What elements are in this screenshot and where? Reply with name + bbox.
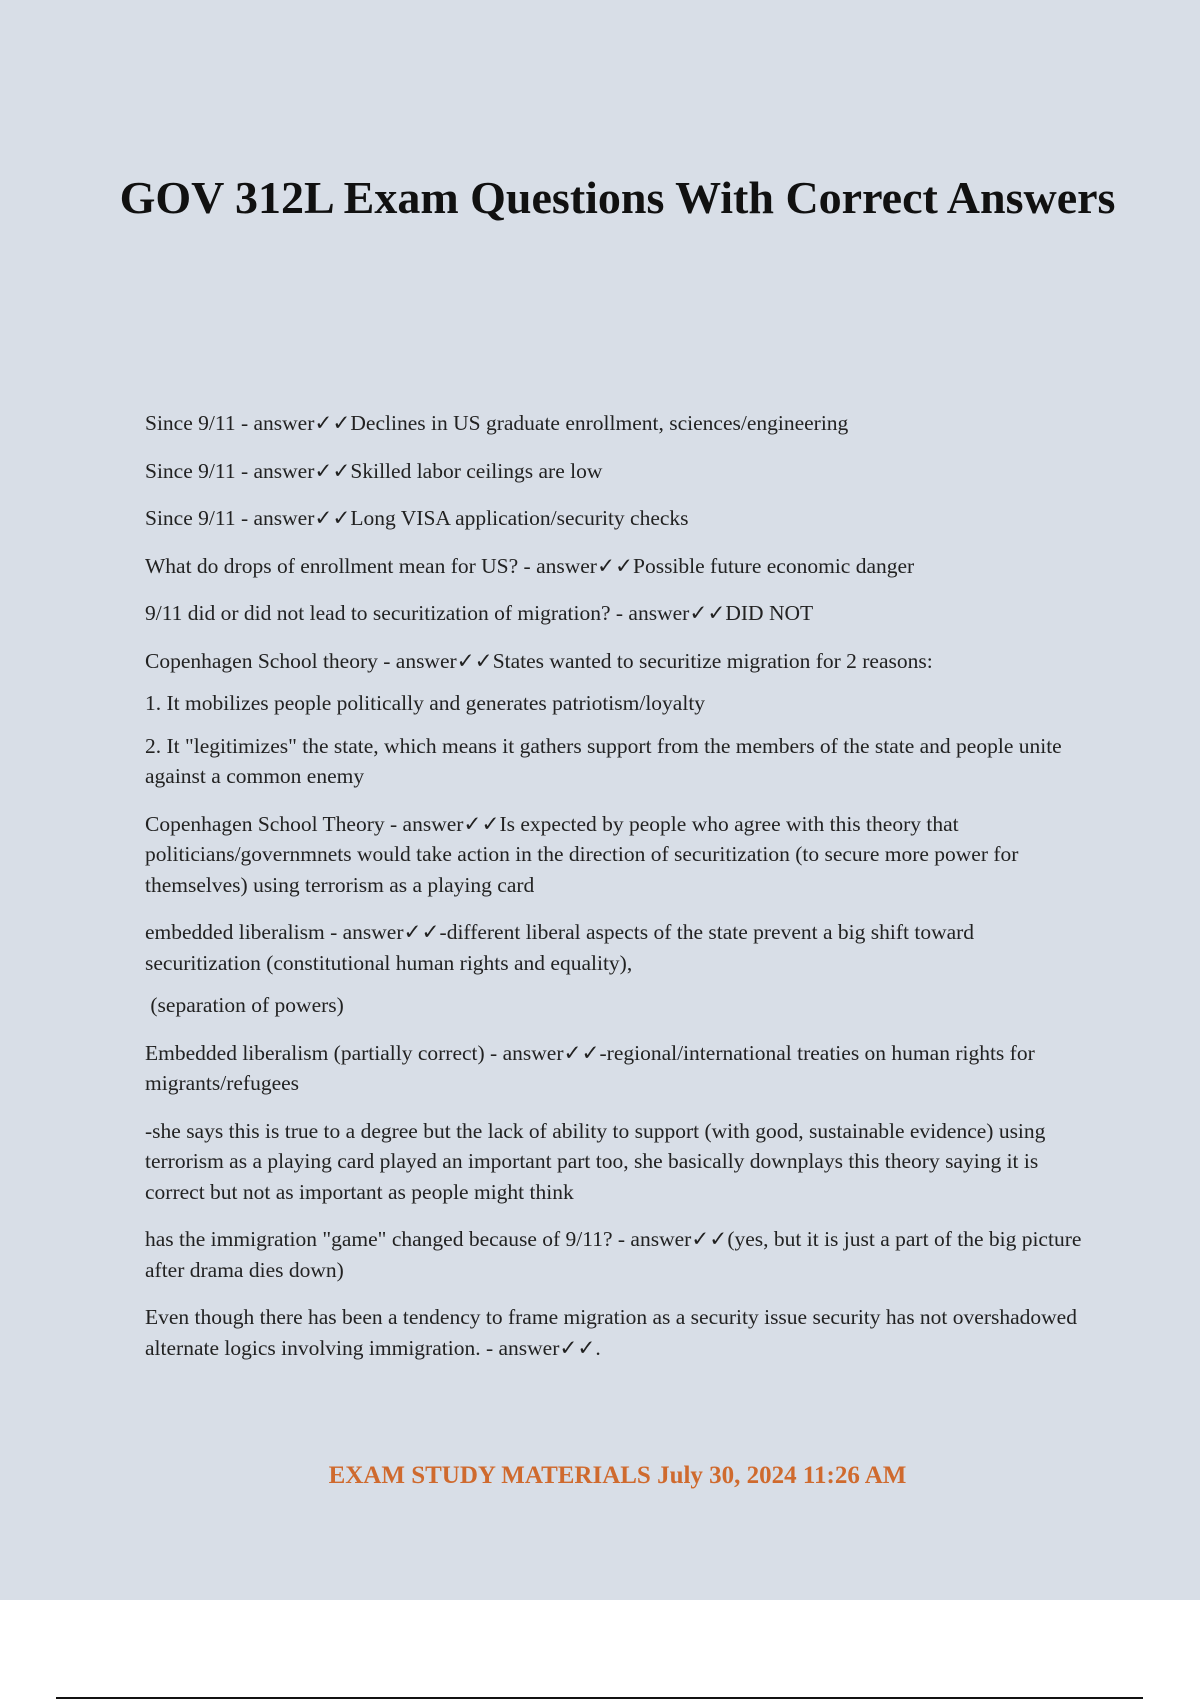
- qa-paragraph-5: 9/11 did or did not lead to securitization of migration? - answer✓✓DID NOT: [145, 601, 814, 625]
- qa-paragraph-1: Since 9/11 - answer✓✓Declines in US graduate enrollment, sciences/engineering: [145, 411, 849, 435]
- qa-paragraph-3: Since 9/11 - answer✓✓Long VISA application/security checks: [145, 506, 689, 530]
- qa-paragraph-7: 1. It mobilizes people politically and generates patriotism/loyalty: [145, 691, 706, 715]
- qa-paragraph-9: Copenhagen School Theory - answer✓✓Is expected by people who agree with this theory that politicians/governmnets would take action in the direction of securitization (to secure more power for themselves) using terrorism as a playing card: [145, 811, 1024, 897]
- qa-paragraph-12: Embedded liberalism (partially correct) - answer✓✓-regional/international treaties on human rights for migrants/refugees: [145, 1040, 1041, 1095]
- footer-banner: EXAM STUDY MATERIALS July 30, 2024 11:26 AM: [328, 1462, 907, 1489]
- qa-paragraph-6: Copenhagen School theory - answer✓✓States wanted to securitize migration for 2 reasons:: [145, 648, 933, 673]
- qa-paragraph-13: -she says this is true to a degree but the lack of ability to support (with good, sustainable evidence) using terrorism as a playing card played an important part too, she basically downplays this theory saying it is correct but not as important as people might think: [145, 1118, 1051, 1204]
- qa-paragraph-14: has the immigration "game" changed because of 9/11? - answer✓✓(yes, but it is just a part of the big picture after drama dies down): [145, 1227, 1087, 1282]
- qa-paragraph-8: 2. It "legitimizes" the state, which means it gathers support from the members of the state and people unite against a common enemy: [145, 733, 1068, 788]
- document-title: GOV 312L Exam Questions With Correct Answers: [119, 172, 1116, 223]
- document-body: [145, 408, 1095, 1380]
- qa-paragraph-15: Even though there has been a tendency to frame migration as a security issue security has not overshadowed alternate logics involving immigration. - answer✓✓.: [145, 1305, 1083, 1360]
- qa-paragraph-4: What do drops of enrollment mean for US? - answer✓✓Possible future economic danger: [145, 553, 915, 578]
- qa-paragraph-10: embedded liberalism - answer✓✓-different liberal aspects of the state prevent a big shift toward securitization (constitutional human rights and equality),: [145, 920, 980, 975]
- bottom-divider: [56, 1697, 1143, 1699]
- qa-paragraph-11: (separation of powers): [145, 993, 344, 1017]
- qa-paragraph-2: Since 9/11 - answer✓✓Skilled labor ceilings are low: [145, 458, 603, 483]
